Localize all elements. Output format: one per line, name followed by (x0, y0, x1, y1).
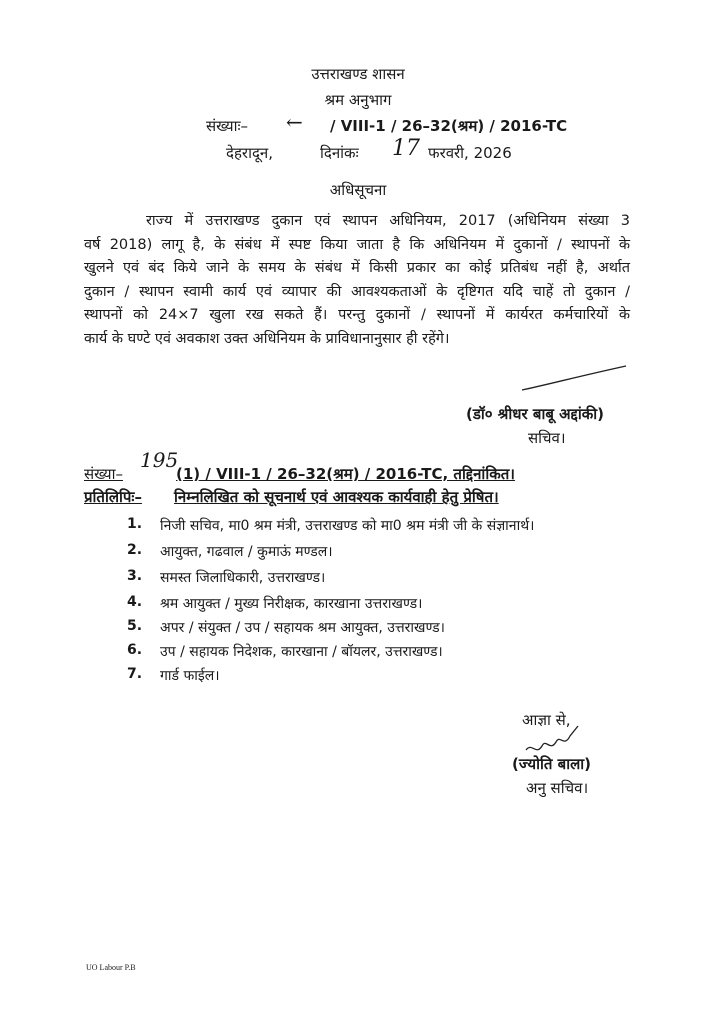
signature-1 (520, 364, 630, 394)
copy-ref-handwritten: 195 (140, 448, 179, 472)
notification-body (84, 210, 630, 351)
notification-title: अधिसूचना (329, 181, 387, 199)
body-line: खुलने एवं बंद किये जाने के समय के संबंध में किसी प्रकार का कोई प्रतिबंध नहीं है, अर्थात (84, 260, 630, 276)
order-text: आज्ञा से, (522, 711, 571, 729)
signatory-1-name: (डॉ० श्रीधर बाबू अद्दांकी) (466, 405, 604, 423)
date-rest: फरवरी, 2026 (428, 144, 512, 162)
ref-label: संख्याः– (206, 117, 249, 135)
signatory-2-name: (ज्योति बाला) (512, 755, 592, 773)
date-day: 17 (392, 136, 420, 161)
signatory-2-designation: अनु सचिव। (526, 779, 589, 797)
body-line: वर्ष 2018) लागू है, के संबंध में स्पष्ट किया जाता है कि अधिनियम में दुकानों / स्थापनों के (84, 236, 630, 253)
date-label: दिनांकः (320, 144, 359, 162)
body-line: राज्य में उत्तराखण्ड दुकान एवं स्थापन अधिनियम, 2017 (अधिनियम संख्या 3 (146, 213, 630, 229)
ref-dash: ← (286, 110, 303, 134)
copy-ref-text: (1) / VIII-1 / 26–32(श्रम) / 2016-TC, तद्दिनांकित। (176, 465, 515, 483)
footer-code: UO Labour P.B (86, 963, 136, 972)
copy-label: प्रतिलिपिः– (84, 488, 142, 506)
place: देहरादून, (226, 144, 274, 162)
signatory-1-designation: सचिव। (528, 429, 566, 447)
section-heading: श्रम अनुभाग (324, 91, 392, 109)
ref-number: / VIII-1 / 26–32(श्रम) / 2016-TC (330, 117, 568, 135)
body-line: दुकान / स्थापन स्वामी कार्य एवं व्यापार की आवश्यकताओं के दृष्टिगत यदि चाहें तो दुकान / (84, 283, 630, 300)
government-heading: उत्तराखण्ड शासन (311, 65, 405, 83)
body-line: कार्य के घण्टे एवं अवकाश उक्त अधिनियम के प्राविधानानुसार ही रहेंगे। (84, 330, 450, 347)
document-page: उत्तराखण्ड शासन श्रम अनुभाग संख्याः– ← / VIII-1 / 26–32(श्रम) / 2016-TC देहरादून, दिनांकः 17 फरवरी, 2026 अधिसूचना राज्य में उत्तराखण्ड दुकान एवं स्थापन अधिनियम, 2017 (अधिनियम संख्या 3 वर्ष 2018) लागू है, के संबंध में स्पष्ट किया जाता है कि अधिनियम में दुकानों / स्थापनों के खुलने एवं बंद किये जाने के समय के संबंध में किसी प्रकार का कोई प्रतिबंध नहीं है, अर्थात दुकान / स्थापन स्वामी कार्य एवं व्यापार की आवश्यकताओं के दृष्टिगत यदि चाहें तो दुकान / स्थापनों को 24×7 खुला रख सकते हैं। परन्तु दुकानों / स्थापनों में कार्यरत कर्मचारियों के कार्य के घण्टे एवं अवकाश उक्त अधिनियम के प्राविधानानुसार ही रहेंगे। (डॉ० श्रीधर बाबू अद्दांकी) सचिव। संख्या– 195 (1) / VIII-1 / 26–32(श्रम) / 2016-TC, तद्दिनांकित। प्रतिलिपिः– निम्नलिखित को सूचनार्थ एवं आवश्यक कार्यवाही हेतु प्रेषित। 1. निजी सचिव, मा0 श्रम मंत्री, उत्तराखण्ड को मा0 श्रम मंत्री जी के संज्ञानार्थ। 2. आयुक्त, गढवाल / कुमाऊं मण्डल। 3. समस्त जिलाधिकारी, उत्तराखण्ड। 4. श्रम आयुक्त / मुख्य निरीक्षक, कारखाना उत्तराखण्ड। 5. अपर / संयुक्त / उप / सहायक श्रम आयुक्त, उत्तराखण्ड। 6. उप / सहायक निदेशक, कारखाना / बॉयलर, उत्तराखण्ड। 7. गार्ड फाईल। आज्ञा से, (ज्योति बाला) अनु सचिव। UO Labour P.B (0, 0, 716, 1024)
copy-ref-label: संख्या– (84, 465, 124, 483)
copy-text: निम्नलिखित को सूचनार्थ एवं आवश्यक कार्यवाही हेतु प्रेषित। (174, 488, 499, 506)
signature-2 (522, 722, 582, 758)
body-line: स्थापनों को 24×7 खुला रख सकते हैं। परन्तु दुकानों / स्थापनों में कार्यरत कर्मचारियों के (84, 307, 630, 323)
